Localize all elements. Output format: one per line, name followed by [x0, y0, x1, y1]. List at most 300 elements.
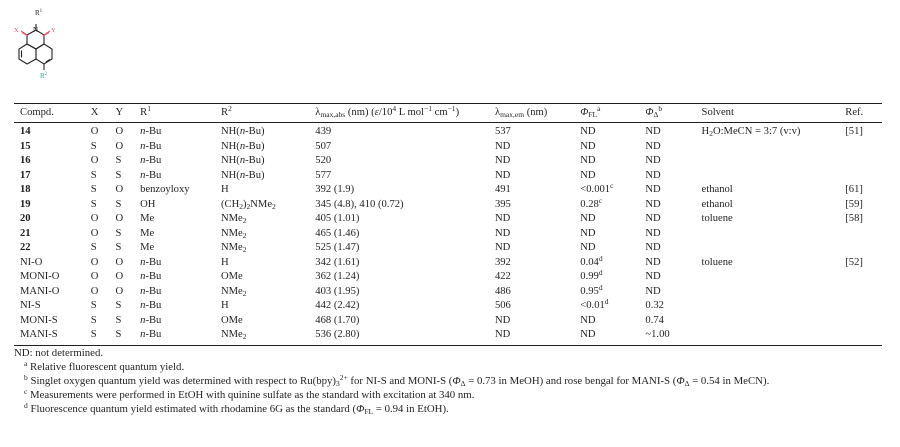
- cell-solvent: [696, 140, 840, 155]
- cell-x-value: S: [90, 329, 97, 340]
- cell-r2-value: OMe: [220, 271, 243, 282]
- cell-phi-delta-value: ND: [645, 285, 661, 297]
- cell-abs: [309, 270, 489, 285]
- cell-r2-value: NMe$_2$: [220, 213, 247, 225]
- cell-em: [489, 256, 574, 271]
- cell-compd: [14, 169, 85, 184]
- cell-phi-fl: [574, 299, 639, 314]
- cell-compd: [14, 270, 85, 285]
- footnotes: [14, 346, 894, 416]
- cell-x: [85, 328, 110, 345]
- cell-x-value: S: [90, 314, 97, 326]
- cell-y: [109, 299, 134, 314]
- chemical-structure: [6, 4, 82, 84]
- cell-solvent: [696, 256, 840, 271]
- cell-compd: [14, 285, 85, 300]
- cell-abs-value: 342 (1.61): [315, 256, 360, 268]
- cell-y: [109, 140, 134, 155]
- cell-x-value: O: [90, 126, 99, 137]
- cell-r2: [215, 299, 309, 314]
- cell-y: [109, 198, 134, 213]
- cell-y-value: S: [115, 198, 122, 210]
- cell-em: [489, 241, 574, 256]
- cell-r2-value: H: [220, 184, 229, 195]
- cell-y: [109, 227, 134, 242]
- header-abs: $\lambda_{max,abs}$ (nm) ($\varepsilon/10^4$ L mol$^{-1}$ $cm^{-1}$): [309, 104, 489, 123]
- cell-solvent: [696, 154, 840, 169]
- cell-ref: [839, 123, 882, 140]
- cell-abs: [309, 212, 489, 227]
- cell-r2: [215, 154, 309, 169]
- table-row: [14, 241, 882, 256]
- cell-abs: [309, 140, 489, 155]
- cell-phi-fl-value: <0.01: [580, 300, 605, 311]
- cell-em-value: ND: [494, 213, 511, 224]
- cell-phi-fl-value: ND: [580, 329, 596, 340]
- cell-solvent: [696, 212, 840, 227]
- footnote-a: $^a$ Relative fluorescent quantum yield.: [24, 359, 185, 373]
- cell-phi-delta: [639, 328, 695, 345]
- header-solvent: Solvent: [696, 104, 840, 123]
- cell-phi-fl: [574, 270, 639, 285]
- cell-r1-value: n-Bu: [140, 271, 162, 282]
- cell-solvent-value: toluene: [701, 256, 733, 268]
- cell-r2: [215, 140, 309, 155]
- cell-r2: [215, 285, 309, 300]
- cell-compd-value: 18: [20, 184, 31, 195]
- cell-ref-value: [52]: [845, 256, 863, 268]
- cell-abs-value: 442 (2.42): [315, 300, 360, 311]
- cell-phi-delta: [639, 123, 695, 140]
- cell-phi-delta-value: ND: [645, 140, 661, 152]
- cell-x: [85, 212, 110, 227]
- cell-y: [109, 328, 134, 345]
- structure-x-label: X: [14, 27, 19, 34]
- cell-phi-fl-value: 0.95: [580, 285, 599, 297]
- cell-compd: [14, 256, 85, 271]
- cell-compd: [14, 227, 85, 242]
- structure-r1-label: $R^1$: [35, 9, 43, 17]
- cell-solvent: [696, 270, 840, 285]
- cell-phi-delta-value: ND: [645, 242, 661, 253]
- cell-y-value: O: [115, 256, 124, 268]
- cell-r2-value: NH(n-Bu): [220, 155, 265, 166]
- cell-r2: [215, 227, 309, 242]
- cell-em: [489, 299, 574, 314]
- cell-x: [85, 123, 110, 140]
- cell-y-value: O: [115, 285, 124, 297]
- cell-ref-value: [61]: [845, 184, 863, 195]
- cell-phi-delta: [639, 212, 695, 227]
- cell-phi-delta-value: ND: [645, 256, 661, 268]
- cell-abs-value: 468 (1.70): [315, 314, 360, 326]
- table-row: [14, 314, 882, 329]
- cell-phi-fl: [574, 183, 639, 198]
- cell-x: [85, 169, 110, 184]
- cell-solvent-value: $H_2O:MeCN$ = 3:7 (v:v): [701, 126, 801, 138]
- cell-abs-value: 362 (1.24): [315, 271, 360, 282]
- cell-compd-value: 14: [20, 126, 31, 137]
- structure-n-label: N: [33, 26, 39, 34]
- cell-solvent: [696, 198, 840, 213]
- cell-abs: [309, 123, 489, 140]
- cell-phi-fl: [574, 253, 639, 271]
- cell-r2-value: $(CH_2)_2NMe_2$: [220, 198, 276, 211]
- cell-phi-delta: [639, 198, 695, 213]
- cell-y: [109, 154, 134, 169]
- cell-phi-delta: [639, 270, 695, 285]
- cell-r1-value: n-Bu: [140, 126, 162, 137]
- cell-compd: [14, 328, 85, 345]
- table-row: [14, 256, 882, 271]
- cell-compd-value: 21: [20, 227, 31, 239]
- table-row: [14, 328, 882, 345]
- cell-phi-fl: [574, 154, 639, 169]
- cell-em-value: 422: [494, 271, 511, 282]
- cell-x: [85, 183, 110, 198]
- cell-x-value: S: [90, 242, 97, 253]
- cell-phi-delta-value: ND: [645, 271, 661, 282]
- cell-r1-value: n-Bu: [140, 169, 162, 181]
- cell-r2: [215, 270, 309, 285]
- footnote-marker: d: [598, 282, 603, 292]
- cell-r2-value: NH(n-Bu): [220, 140, 265, 152]
- cell-r1-value: n-Bu: [140, 155, 162, 166]
- cell-em: [489, 154, 574, 169]
- cell-abs-value: 507: [315, 140, 332, 152]
- cell-solvent-value: ethanol: [701, 184, 733, 195]
- cell-abs-value: 465 (1.46): [315, 227, 360, 239]
- cell-phi-delta: [639, 169, 695, 184]
- cell-solvent: [696, 285, 840, 300]
- cell-x: [85, 314, 110, 329]
- cell-compd: [14, 140, 85, 155]
- cell-phi-delta: [639, 241, 695, 256]
- cell-x: [85, 241, 110, 256]
- cell-em: [489, 183, 574, 198]
- cell-y-value: S: [115, 227, 122, 239]
- cell-em: [489, 169, 574, 184]
- cell-y-value: S: [115, 314, 122, 326]
- table-row: [14, 227, 882, 242]
- cell-x: [85, 256, 110, 271]
- cell-r2-value: NH(n-Bu): [220, 169, 265, 181]
- cell-phi-delta-value: 0.74: [645, 314, 664, 326]
- cell-r2: [215, 123, 309, 140]
- cell-phi-delta: [639, 227, 695, 242]
- table-row: [14, 285, 882, 300]
- cell-compd-value: NI-S: [20, 300, 41, 311]
- cell-em-value: ND: [494, 227, 511, 239]
- cell-r2-value: NMe$_2$: [220, 285, 247, 298]
- cell-ref: [839, 140, 882, 155]
- cell-x-value: O: [90, 227, 99, 239]
- footnote-c: $^c$ Measurements were performed in EtOH with quinine sulfate as the standard with excitation at 340 nm.: [24, 387, 475, 401]
- cell-em: [489, 123, 574, 140]
- cell-compd-value: MANI-S: [20, 329, 58, 340]
- cell-y: [109, 256, 134, 271]
- cell-compd-value: NI-O: [20, 256, 43, 268]
- cell-abs-value: 525 (1.47): [315, 242, 360, 253]
- cell-y-value: S: [115, 155, 122, 166]
- cell-r1-value: n-Bu: [140, 314, 162, 326]
- cell-r2: [215, 212, 309, 227]
- cell-r2: [215, 241, 309, 256]
- cell-y: [109, 270, 134, 285]
- header-phi-delta: $\Phi_\Delta^b$: [639, 104, 695, 123]
- cell-x: [85, 154, 110, 169]
- cell-compd: [14, 212, 85, 227]
- table-row: [14, 212, 882, 227]
- cell-ref: [839, 212, 882, 227]
- cell-compd: [14, 123, 85, 140]
- cell-phi-delta-value: ND: [645, 126, 661, 137]
- cell-x-value: O: [90, 285, 99, 297]
- cell-r1-value: n-Bu: [140, 300, 162, 311]
- cell-phi-delta-value: 0.32: [645, 300, 664, 311]
- cell-em: [489, 270, 574, 285]
- cell-r1: [134, 198, 215, 213]
- cell-r1-value: n-Bu: [140, 140, 162, 152]
- footnote-marker: d: [598, 253, 603, 263]
- cell-em-value: ND: [494, 155, 511, 166]
- header-row: [14, 104, 882, 123]
- footnote-b: $^b$ Singlet oxygen quantum yield was determined with respect to $Ru(bpy)_3^{2+}$ for NI-S and MONI-S ($\Phi_\Delta = 0.73$ in MeOH) and rose bengal for MANI-S ($\Phi_\Delta = 0.54$ in MeCN).: [24, 373, 770, 388]
- cell-y-value: O: [115, 184, 124, 195]
- cell-phi-fl: [574, 140, 639, 155]
- cell-y-value: O: [115, 213, 124, 224]
- cell-x-value: S: [90, 198, 97, 210]
- cell-ref-value: [51]: [845, 126, 863, 137]
- cell-r2-value: H: [220, 300, 229, 311]
- cell-r1-value: benzoyloxy: [140, 184, 190, 195]
- cell-em-value: ND: [494, 242, 511, 253]
- cell-compd-value: 17: [20, 169, 31, 181]
- cell-phi-fl-value: ND: [580, 155, 596, 166]
- cell-r1: [134, 123, 215, 140]
- cell-phi-delta: [639, 154, 695, 169]
- cell-phi-delta: [639, 183, 695, 198]
- cell-ref: [839, 241, 882, 256]
- header-r2: $R^2$: [215, 104, 309, 123]
- cell-solvent: [696, 314, 840, 329]
- table-header: [14, 104, 882, 123]
- cell-abs: [309, 198, 489, 213]
- cell-phi-delta-value: ND: [645, 198, 661, 210]
- table-body: [14, 123, 882, 346]
- cell-r1: [134, 212, 215, 227]
- cell-phi-fl-value: ND: [580, 140, 596, 152]
- footnote-marker: d: [604, 297, 609, 306]
- cell-x: [85, 227, 110, 242]
- cell-compd: [14, 154, 85, 169]
- cell-y-value: S: [115, 300, 122, 311]
- cell-y-value: O: [115, 140, 124, 152]
- footnote-marker: c: [598, 195, 603, 205]
- cell-ref: [839, 227, 882, 242]
- cell-phi-delta-value: ND: [645, 155, 661, 166]
- cell-x: [85, 198, 110, 213]
- cell-em: [489, 227, 574, 242]
- table-row: [14, 169, 882, 184]
- cell-y: [109, 241, 134, 256]
- cell-r1: [134, 154, 215, 169]
- table-row: [14, 198, 882, 213]
- cell-em-value: 506: [494, 300, 511, 311]
- cell-em-value: ND: [494, 169, 511, 181]
- cell-phi-fl: [574, 212, 639, 227]
- cell-solvent: [696, 183, 840, 198]
- cell-r1: [134, 140, 215, 155]
- cell-abs-value: 536 (2.80): [315, 329, 360, 340]
- cell-r1: [134, 270, 215, 285]
- table-row: [14, 299, 882, 314]
- cell-r2-value: OMe: [220, 314, 243, 326]
- cell-ref: [839, 328, 882, 345]
- cell-phi-fl: [574, 227, 639, 242]
- cell-phi-fl: [574, 169, 639, 184]
- table-row: [14, 154, 882, 169]
- cell-r1-value: n-Bu: [140, 285, 162, 297]
- cell-compd-value: 22: [20, 242, 31, 253]
- cell-compd-value: MONI-S: [20, 314, 58, 326]
- cell-y: [109, 285, 134, 300]
- cell-abs: [309, 299, 489, 314]
- cell-r2-value: NMe$_2$: [220, 227, 247, 240]
- cell-phi-fl-value: <0.001: [580, 184, 611, 195]
- cell-r2: [215, 256, 309, 271]
- cell-r1-value: n-Bu: [140, 256, 162, 268]
- cell-r1: [134, 314, 215, 329]
- cell-abs: [309, 154, 489, 169]
- cell-abs: [309, 328, 489, 345]
- table-row: [14, 183, 882, 198]
- cell-em: [489, 212, 574, 227]
- cell-em-value: ND: [494, 329, 511, 340]
- header-em: $\lambda_{max,em}$ (nm): [489, 104, 574, 123]
- cell-compd-value: MANI-O: [20, 285, 60, 297]
- cell-r1: [134, 328, 215, 345]
- cell-phi-fl: [574, 241, 639, 256]
- cell-ref: [839, 299, 882, 314]
- cell-em-value: 537: [494, 126, 511, 137]
- cell-r1: [134, 299, 215, 314]
- cell-x-value: O: [90, 256, 99, 268]
- footnote-marker: c: [610, 181, 614, 190]
- cell-r2-value: NH(n-Bu): [220, 126, 265, 137]
- table-row: [14, 123, 882, 140]
- cell-y: [109, 183, 134, 198]
- cell-ref: [839, 314, 882, 329]
- cell-ref: [839, 256, 882, 271]
- structure-r2-label: $R^2$: [40, 72, 48, 80]
- cell-x-value: S: [90, 140, 97, 152]
- cell-compd: [14, 314, 85, 329]
- cell-ref: [839, 285, 882, 300]
- cell-r2-value: NMe$_2$: [220, 242, 247, 254]
- cell-phi-delta: [639, 299, 695, 314]
- cell-x: [85, 299, 110, 314]
- footnote-d: $^d$ Fluorescence quantum yield estimated with rhodamine 6G as the standard ($\Phi_{FL} = 0.94$ in EtOH).: [24, 401, 449, 416]
- header-y: Y: [109, 104, 134, 123]
- cell-r2: [215, 198, 309, 213]
- cell-y: [109, 169, 134, 184]
- cell-em-value: ND: [494, 314, 511, 326]
- cell-r2: [215, 314, 309, 329]
- cell-phi-delta-value: ND: [645, 213, 661, 224]
- cell-em: [489, 140, 574, 155]
- cell-solvent: [696, 241, 840, 256]
- cell-y: [109, 314, 134, 329]
- cell-compd-value: 15: [20, 140, 31, 152]
- cell-abs-value: 439: [315, 126, 332, 137]
- cell-solvent-value: toluene: [701, 213, 733, 224]
- cell-phi-delta: [639, 314, 695, 329]
- footnote-nd: ND: not determined.: [14, 347, 104, 359]
- cell-phi-fl: [574, 123, 639, 140]
- cell-x-value: O: [90, 155, 99, 166]
- photophysical-properties-table: [14, 103, 882, 346]
- cell-compd: [14, 299, 85, 314]
- cell-ref-value: [58]: [845, 213, 863, 224]
- cell-x: [85, 270, 110, 285]
- cell-abs-value: 577: [315, 169, 332, 181]
- header-ref: Ref.: [839, 104, 882, 123]
- cell-r1: [134, 183, 215, 198]
- header-x: X: [85, 104, 110, 123]
- cell-em-value: 395: [494, 198, 511, 210]
- cell-ref: [839, 183, 882, 198]
- cell-y-value: O: [115, 271, 124, 282]
- cell-r2-value: NMe$_2$: [220, 329, 247, 341]
- cell-r1-value: Me: [140, 242, 155, 253]
- cell-em-value: 392: [494, 256, 511, 268]
- cell-compd-value: 19: [20, 198, 31, 210]
- cell-compd-value: 16: [20, 155, 31, 166]
- cell-x-value: S: [90, 300, 97, 311]
- cell-phi-delta: [639, 256, 695, 271]
- cell-em-value: 486: [494, 285, 511, 297]
- cell-abs: [309, 241, 489, 256]
- header-phi-fl: $\Phi_{FL}^a$: [574, 104, 639, 123]
- cell-r1: [134, 241, 215, 256]
- cell-phi-fl: [574, 328, 639, 345]
- cell-phi-fl-value: ND: [580, 213, 596, 224]
- cell-x-value: S: [90, 169, 97, 181]
- cell-solvent: [696, 227, 840, 242]
- cell-solvent-value: ethanol: [701, 198, 733, 210]
- cell-phi-delta-value: ND: [645, 184, 661, 195]
- cell-x-value: O: [90, 213, 99, 224]
- cell-phi-fl-value: 0.04: [580, 256, 599, 268]
- cell-phi-fl: [574, 314, 639, 329]
- cell-abs: [309, 285, 489, 300]
- cell-y-value: S: [115, 329, 122, 340]
- cell-em: [489, 328, 574, 345]
- cell-phi-fl-value: ND: [580, 314, 596, 326]
- cell-phi-delta-value: ND: [645, 227, 661, 239]
- cell-solvent: [696, 299, 840, 314]
- cell-solvent: [696, 123, 840, 140]
- cell-compd-value: MONI-O: [20, 271, 60, 282]
- header-compd: Compd.: [14, 104, 85, 123]
- table-row: [14, 270, 882, 285]
- cell-y: [109, 212, 134, 227]
- cell-em: [489, 314, 574, 329]
- cell-ref: [839, 198, 882, 213]
- header-r1: $R^1$: [134, 104, 215, 123]
- cell-r1-value: OH: [140, 198, 156, 210]
